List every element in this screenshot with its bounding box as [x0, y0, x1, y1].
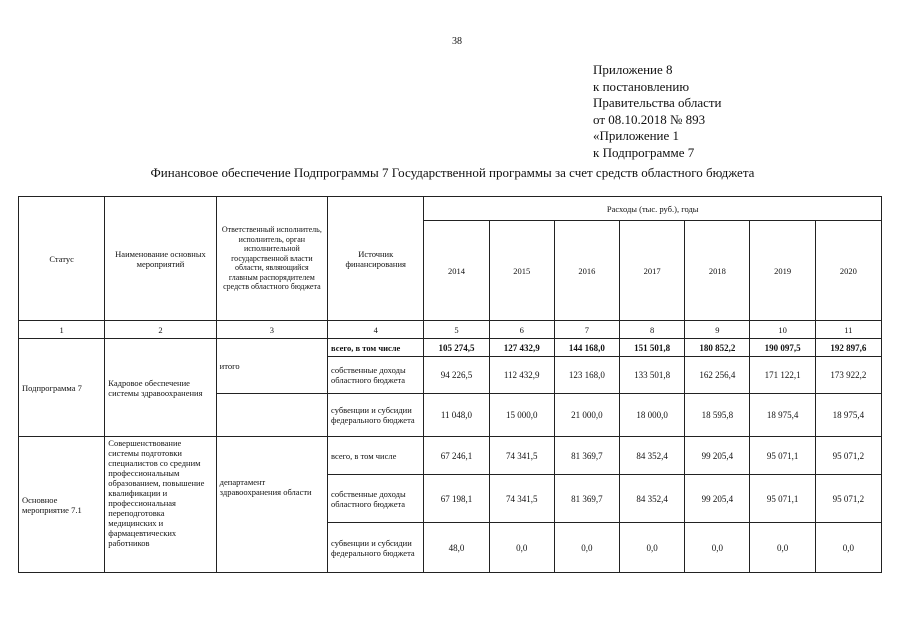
- value-cell: 123 168,0: [554, 357, 619, 394]
- value-cell: 171 122,1: [750, 357, 815, 394]
- value-cell: 84 352,4: [620, 437, 685, 475]
- value-cell: 18 975,4: [750, 394, 815, 437]
- financing-table: [18, 196, 882, 573]
- table-row: [19, 437, 882, 475]
- column-number: 1: [19, 321, 105, 339]
- header-year: 2015: [489, 221, 554, 321]
- value-cell: 67 198,1: [424, 475, 489, 523]
- value-cell: 112 432,9: [489, 357, 554, 394]
- header-year: 2020: [815, 221, 881, 321]
- value-cell: 190 097,5: [750, 339, 815, 357]
- column-number-row: [19, 321, 882, 339]
- value-cell: 99 205,4: [685, 437, 750, 475]
- value-cell: 81 369,7: [554, 437, 619, 475]
- source-cell: собственные доходы областного бюджета: [328, 357, 424, 394]
- column-number: 4: [328, 321, 424, 339]
- value-cell: 0,0: [489, 523, 554, 573]
- header-name: Наименование основных мероприятий: [105, 197, 216, 321]
- value-cell: 11 048,0: [424, 394, 489, 437]
- value-cell: 74 341,5: [489, 437, 554, 475]
- value-cell: 84 352,4: [620, 475, 685, 523]
- value-cell: 105 274,5: [424, 339, 489, 357]
- column-number: 6: [489, 321, 554, 339]
- value-cell: 127 432,9: [489, 339, 554, 357]
- value-cell: 48,0: [424, 523, 489, 573]
- table-row: [19, 339, 882, 357]
- appendix-block: [593, 62, 722, 161]
- value-cell: 95 071,2: [815, 475, 881, 523]
- value-cell: 0,0: [554, 523, 619, 573]
- executor-cell: департамент здравоохранения области: [216, 437, 327, 573]
- column-number: 9: [685, 321, 750, 339]
- value-cell: 94 226,5: [424, 357, 489, 394]
- header-status: Статус: [19, 197, 105, 321]
- value-cell: 67 246,1: [424, 437, 489, 475]
- header-year: 2016: [554, 221, 619, 321]
- header-row: [19, 197, 882, 221]
- source-cell: всего, в том числе: [328, 437, 424, 475]
- value-cell: 0,0: [685, 523, 750, 573]
- status-cell: Основное мероприятие 7.1: [19, 437, 105, 573]
- appendix-line: от 08.10.2018 № 893: [593, 111, 706, 127]
- column-number: 11: [815, 321, 881, 339]
- value-cell: 21 000,0: [554, 394, 619, 437]
- name-cell: Кадровое обеспечение системы здравоохранения: [105, 339, 216, 437]
- value-cell: 95 071,2: [815, 437, 881, 475]
- name-cell: Совершенствование системы подготовки специалистов со средним профессиональным образованием, повышение квалификации и профессиональная переподготовка медицинских и фармацевтических работников: [105, 437, 216, 573]
- value-cell: 151 501,8: [620, 339, 685, 357]
- value-cell: 95 071,1: [750, 437, 815, 475]
- appendix-line: Приложение 8: [593, 62, 673, 77]
- appendix-line: к Подпрограмме 7: [593, 144, 695, 160]
- value-cell: 133 501,8: [620, 357, 685, 394]
- value-cell: 15 000,0: [489, 394, 554, 437]
- value-cell: 144 168,0: [554, 339, 619, 357]
- value-cell: 18 595,8: [685, 394, 750, 437]
- header-executor: Ответственный исполнитель, исполнитель, орган исполнительной государственной власти области, являющийся главным распорядителем средств областного бюджета: [216, 197, 327, 321]
- value-cell: 162 256,4: [685, 357, 750, 394]
- value-cell: 180 852,2: [685, 339, 750, 357]
- column-number: 5: [424, 321, 489, 339]
- column-number: 2: [105, 321, 216, 339]
- appendix-line: Правительства области: [593, 95, 722, 110]
- document-title: Финансовое обеспечение Подпрограммы 7 Государственной программы за счет средств областного бюджета: [150, 165, 755, 180]
- value-cell: 95 071,1: [750, 475, 815, 523]
- column-number: 8: [620, 321, 685, 339]
- header-year: 2018: [685, 221, 750, 321]
- source-cell: собственные доходы областного бюджета: [328, 475, 424, 523]
- value-cell: 192 897,6: [815, 339, 881, 357]
- value-cell: 81 369,7: [554, 475, 619, 523]
- executor-cell: итого: [216, 339, 327, 394]
- source-cell: всего, в том числе: [328, 339, 424, 357]
- executor-cell-empty: [216, 394, 327, 437]
- header-year: 2014: [424, 221, 489, 321]
- column-number: 10: [750, 321, 815, 339]
- header-expenses: Расходы (тыс. руб.), годы: [424, 197, 882, 221]
- status-cell: Подпрограмма 7: [19, 339, 105, 437]
- page-number: 38: [452, 36, 462, 47]
- value-cell: 0,0: [620, 523, 685, 573]
- source-cell: субвенции и субсидии федерального бюджета: [328, 394, 424, 437]
- value-cell: 0,0: [815, 523, 881, 573]
- column-number: 3: [216, 321, 327, 339]
- value-cell: 173 922,2: [815, 357, 881, 394]
- column-number: 7: [554, 321, 619, 339]
- value-cell: 74 341,5: [489, 475, 554, 523]
- value-cell: 0,0: [750, 523, 815, 573]
- value-cell: 18 000,0: [620, 394, 685, 437]
- header-source: Источник финансирования: [328, 197, 424, 321]
- header-year: 2019: [750, 221, 815, 321]
- value-cell: 99 205,4: [685, 475, 750, 523]
- source-cell: субвенции и субсидии федерального бюджета: [328, 523, 424, 573]
- value-cell: 18 975,4: [815, 394, 881, 437]
- appendix-line: «Приложение 1: [593, 128, 680, 143]
- header-year: 2017: [620, 221, 685, 321]
- appendix-line: к постановлению: [593, 78, 690, 94]
